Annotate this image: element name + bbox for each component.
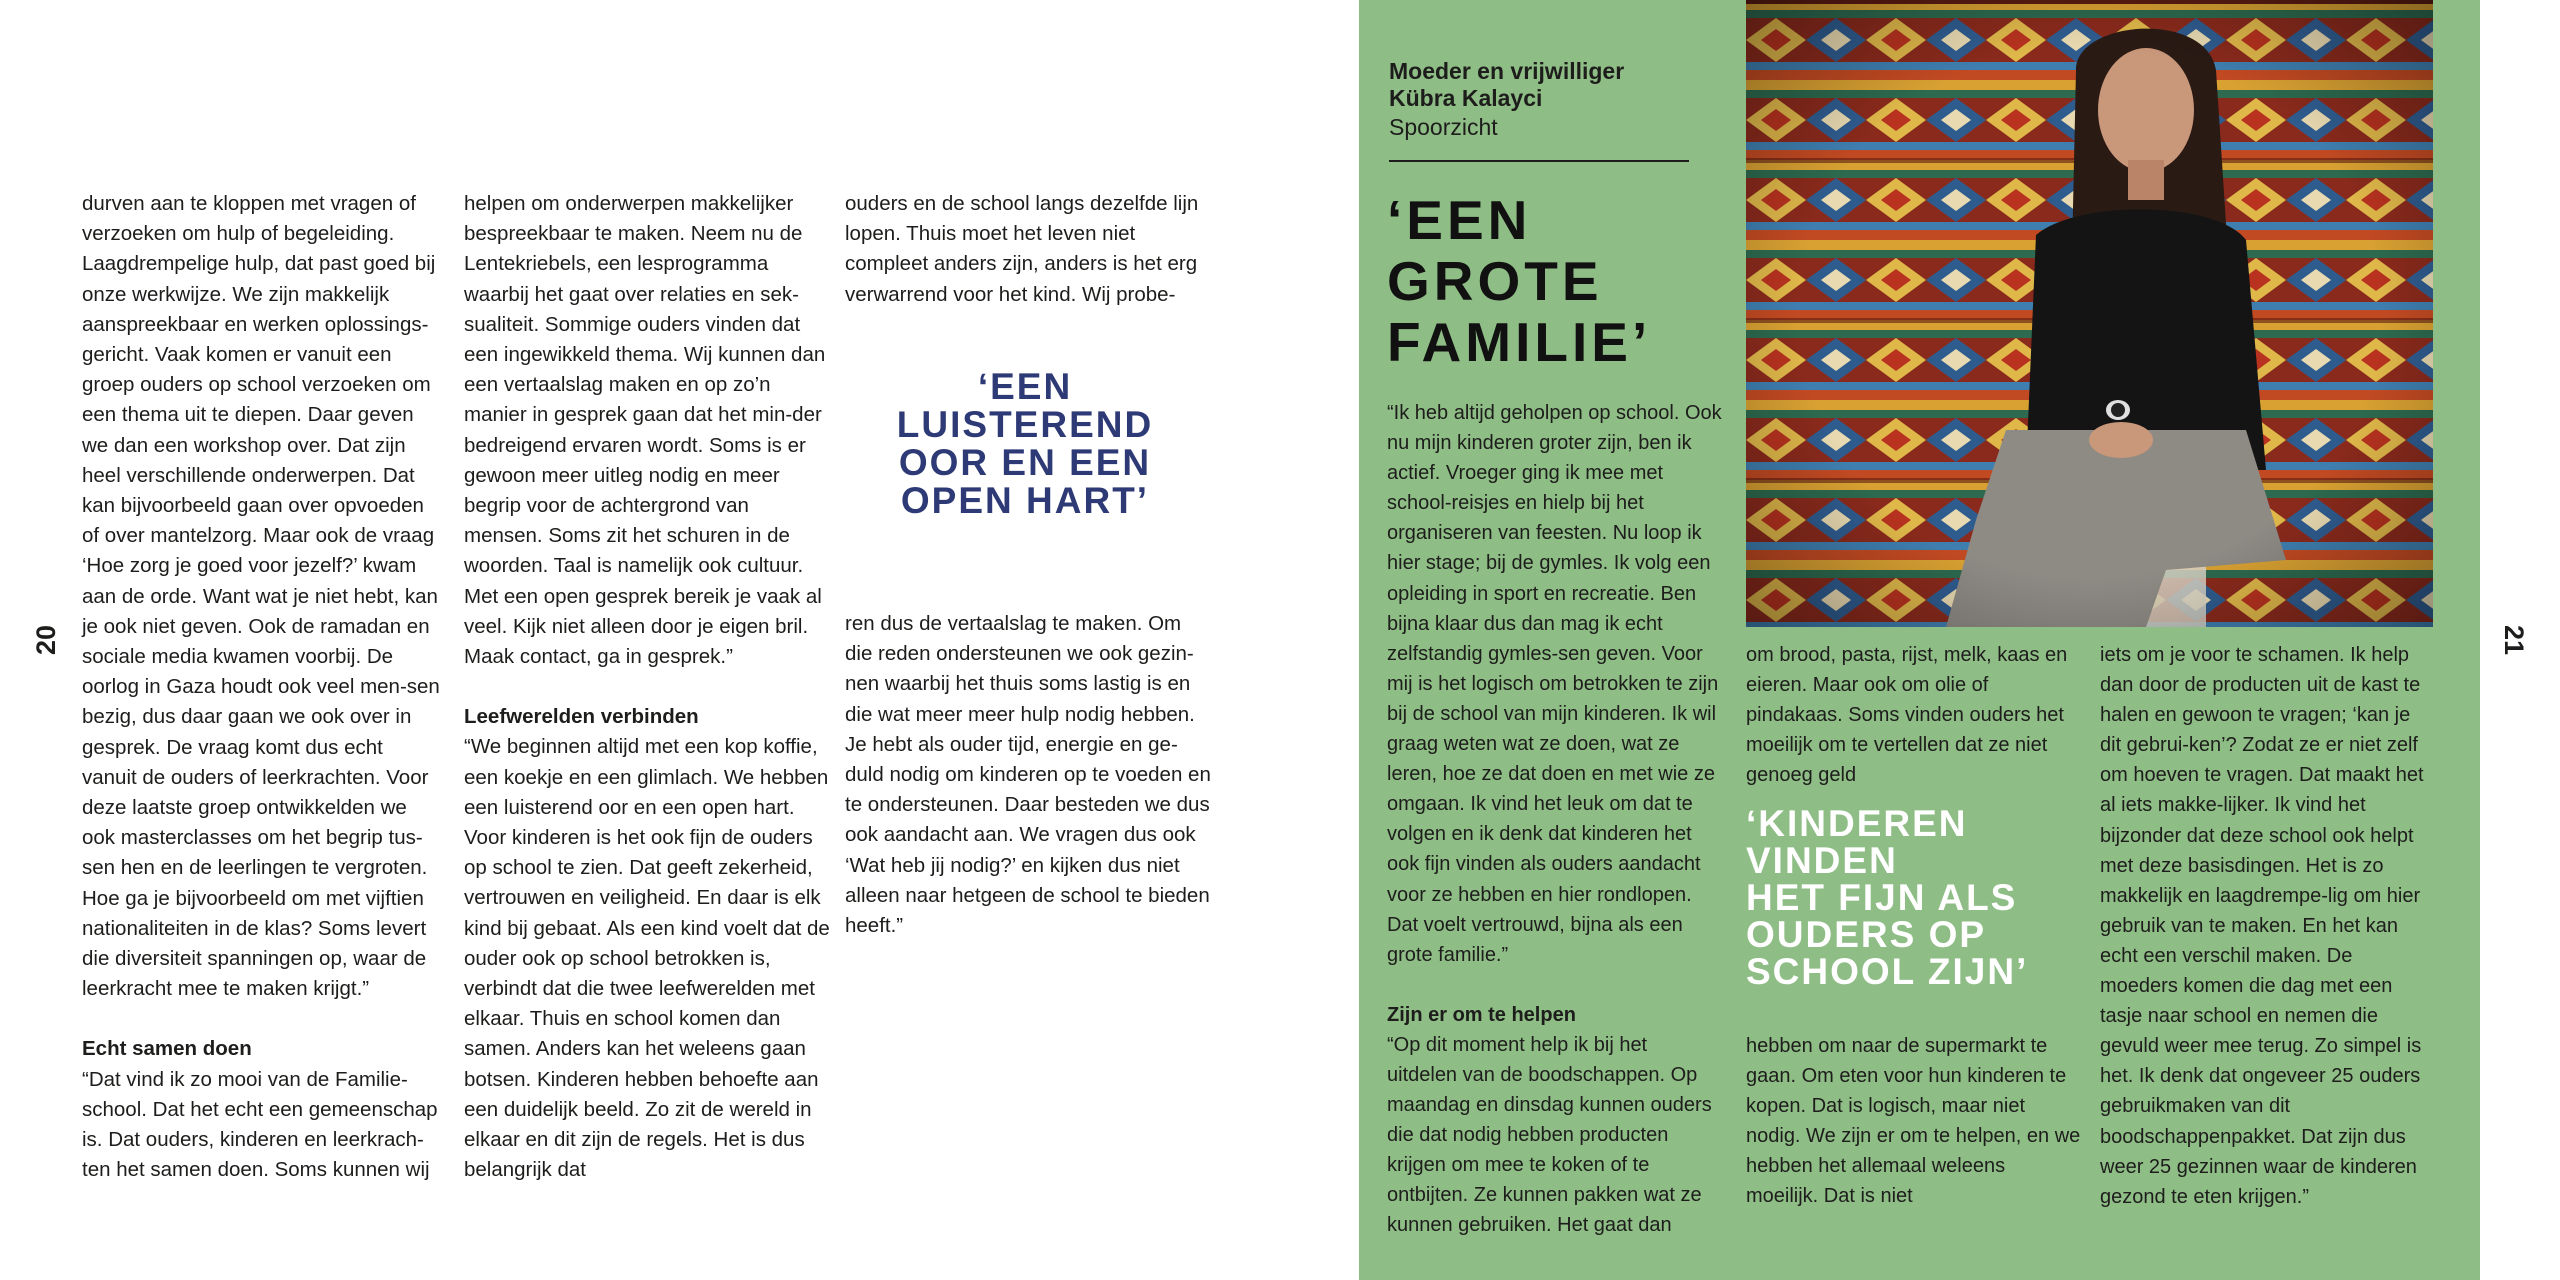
column-2-paragraph-2: “We beginnen altijd met een kop koffie, een koekje en een glimlach. We hebben een luisterend oor en een open hart. Voor kinderen is het ook fijn de ouders op school te zien. Dat geeft zekerheid, vertrouwen en veiligheid. En daar is elk kind bij gebaat. Als een kind voelt dat de ouder ook op school betrokken is, verbindt dat die twee leefwerelden met elkaar. Thuis en school komen dan samen. Anders kan het weleens gaan botsen. Kinderen hebben behoefte aan een duidelijk beeld. Zo zit de wereld in elkaar en dit zijn de regels. Het is dus belangrijk dat — [464, 735, 830, 1182]
caption-role: Moeder en vrijwilliger — [1389, 58, 1625, 84]
column-3-top — [845, 189, 1213, 310]
column-1 — [82, 189, 442, 1186]
section-heading-echt-samen-doen: Echt samen doen — [82, 1037, 252, 1061]
column-2-paragraph-1: helpen om onderwerpen makkelijker bespreekbaar te maken. Neem nu de Lentekriebels, een lesprogramma waarbij het gaat over relaties en sek-sualiteit. Sommige ouders vinden dat een ingewikkeld thema. Wij kunnen dan een vertaalslag maken en op zo’n manier in gesprek gaan dat het min-der bedreigend ervaren wordt. Soms is er gewoon meer uitleg nodig en meer begrip voor de achtergrond van mensen. Soms zit het schuren in de woorden. Taal is namelijk ook cultuur. Met een open gesprek bereik je vaak al veel. Kijk niet alleen door je eigen bril. Maak contact, ga in gesprek.” — [464, 192, 826, 669]
column-5-top — [1746, 640, 2081, 790]
pull-quote-kinderen-vinden: ‘KINDEREN VINDEN HET FIJN ALS OUDERS OP SCHOOL ZIJN’ — [1746, 803, 2029, 992]
section-heading-leefwerelden-verbinden: Leefwerelden verbinden — [464, 705, 699, 729]
column-3-bottom — [845, 609, 1213, 941]
column-6-paragraph-1: iets om je voor te schamen. Ik help dan door de producten uit de kast te halen en gewoon te vragen; ‘kan je dit gebrui-ken’? Zodat ze er niet zelf om hoeven te vragen. Dat maakt het al iets makke-lijker. Ik vind het bijzonder dat deze school ook helpt met deze basisdingen. Het is zo makkelijk en laagdrempe-lig om hier gebruik van te maken. En het kan echt een verschil maken. De moeders komen die dag met een tasje naar school en nemen die gevuld weer mee terug. Zo simpel is het. Ik denk dat ongeveer 25 ouders gebruikmaken van dit boodschappenpakket. Dat zijn dus weer 25 gezinnen waar de kinderen gezond te eten krijgen.” — [2100, 644, 2424, 1208]
column-4-paragraph-2: “Op dit moment help ik bij het uitdelen van de boodschappen. Op maandag en dinsdag kunnen ouders die dat nodig hebben producten krijgen om mee te koken of te ontbijten. Ze kunnen pakken wat ze kunnen gebruiken. Het gaat dan — [1387, 1033, 1712, 1237]
caption-divider — [1389, 160, 1689, 162]
column-2 — [464, 189, 832, 1186]
headline-een-grote-familie: ‘EEN GROTE FAMILIE’ — [1387, 189, 1652, 373]
column-3-paragraph-2: ren dus de vertaalslag te maken. Om die reden ondersteunen we ook gezin-nen waarbij het thuis soms lastig is en die wat meer meer hulp nodig hebben. Je hebt als ouder tijd, energie en ge-duld nodig om kinderen op te voeden en te ondersteunen. Daar besteden we dus ook aandacht aan. We vragen dus ook ‘Wat heb jij nodig?’ en kijken dus niet alleen naar hetgeen de school te bieden heeft.” — [845, 612, 1211, 938]
column-5-bottom — [1746, 1031, 2081, 1212]
column-5-paragraph-2: hebben om naar de supermarkt te gaan. Om eten voor hun kinderen te kopen. Dat is logisch, maar niet nodig. We zijn er om te helpen, en we hebben het allemaal weleens moeilijk. Dat is niet — [1746, 1035, 2081, 1208]
page-number-left: 20 — [31, 624, 61, 656]
column-3-paragraph-1: ouders en de school langs dezelfde lijn lopen. Thuis moet het leven niet compleet anders zijn, anders is het erg verwarrend voor het kind. Wij probe- — [845, 192, 1199, 306]
column-5-paragraph-1: om brood, pasta, rijst, melk, kaas en eieren. Maar ook om olie of pindakaas. Soms vinden ouders het moeilijk om te vertellen dat ze niet genoeg geld — [1746, 644, 2068, 787]
column-6 — [2100, 640, 2435, 1212]
pull-quote-luisterend-oor: ‘EEN LUISTEREND OOR EN EEN OPEN HART’ — [896, 366, 1154, 521]
portrait-photo — [1746, 0, 2433, 627]
caption-location: Spoorzicht — [1389, 114, 1498, 140]
caption-name: Kübra Kalayci — [1389, 85, 1543, 111]
column-1-paragraph-2: “Dat vind ik zo mooi van de Familie-school. Dat het echt een gemeenschap is. Dat ouders, kinderen en leerkrach-ten het samen doen. Soms kunnen wij — [82, 1067, 438, 1182]
section-heading-zijn-er-om-te-helpen: Zijn er om te helpen — [1387, 1003, 1576, 1026]
column-4-paragraph-1: “Ik heb altijd geholpen op school. Ook nu mijn kinderen groter zijn, ben ik actief. Vroeger ging ik mee met school-reisjes en hielp bij het organiseren van feesten. Nu loop ik hier stage; bij de gymles. Ik volg een opleiding in sport en recreatie. Ben bijna klaar dus dan mag ik echt zelfstandig gymles-sen geven. Voor mij is het logisch om betrokken te zijn bij de school van mijn kinderen. Ik wil graag weten wat ze doen, wat ze leren, hoe ze dat doen en met wie ze omgaan. Ik vind het leuk om dat te volgen en ik denk dat kinderen het ook fijn vinden als ouders aandacht voor ze hebben en hier rondlopen. Dat voelt vertrouwd, bijna als een grote familie.” — [1387, 402, 1722, 966]
column-1-paragraph-1: durven aan te kloppen met vragen of verzoeken om hulp of begeleiding. Laagdrempelige hulp, dat past goed bij onze werkwijze. We zijn makkelijk aanspreekbaar en werken oplossings-gericht. Vaak komen er vanuit een groep ouders op school verzoeken om een thema uit te diepen. Daar geven we dan een workshop over. Dat zijn heel verschillende onderwerpen. Dat kan bijvoorbeeld gaan over opvoeden of over mantelzorg. Maar ook de vraag ‘Hoe zorg je goed voor jezelf?’ kwam aan de orde. Want wat je niet hebt, kan je ook niet geven. Ook de ramadan en sociale media kwamen voorbij. De oorlog in Gaza houdt ook veel men-sen bezig, dus daar gaan we ook over in gesprek. De vraag komt dus echt vanuit de ouders of leerkrachten. Voor deze laatste groep ontwikkelden we ook masterclasses om het begrip tus-sen hen en de leerlingen te vergroten. Hoe ga je bijvoorbeeld om met vijftien nationaliteiten in de klas? Soms levert die diversiteit spanningen op, waar de leerkracht mee te maken krijgt.” — [82, 192, 440, 1001]
column-4 — [1387, 398, 1722, 1241]
portrait-caption — [1389, 58, 1689, 142]
page-number-right: 21 — [2499, 624, 2529, 656]
